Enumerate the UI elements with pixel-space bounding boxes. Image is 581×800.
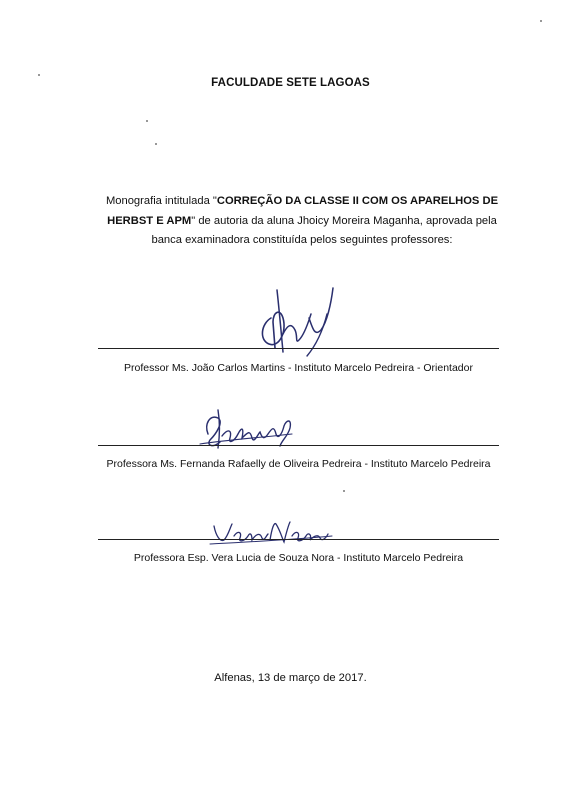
thesis-title: CORREÇÃO DA CLASSE II COM OS APARELHOS DE HERBST E APM	[107, 195, 499, 227]
approval-statement	[92, 192, 512, 251]
signature-line-3	[98, 539, 499, 540]
scan-speck	[155, 143, 157, 145]
examiner-caption-3: Professora Esp. Vera Lucia de Souza Nora - Instituto Marcelo Pedreira	[133, 552, 464, 564]
examiner-block-1	[98, 270, 499, 380]
signature-2	[196, 404, 306, 460]
scan-speck	[540, 20, 542, 22]
institution-title: FACULDADE SETE LAGOAS	[211, 77, 370, 89]
scan-speck	[38, 74, 40, 76]
signature-line-2	[98, 445, 499, 446]
examiner-block-2	[98, 396, 499, 486]
signature-line-1	[98, 348, 499, 349]
examiner-block-3	[98, 508, 499, 578]
place-date: Alfenas, 13 de março de 2017.	[214, 672, 367, 684]
statement-prefix: Monografia intitulada "	[105, 195, 217, 207]
examiner-caption-1: Professor Ms. João Carlos Martins - Instituto Marcelo Pedreira - Orientador	[124, 362, 473, 374]
scan-speck	[343, 490, 345, 492]
statement-suffix: " de autoria da aluna Jhoicy Moreira Maganha, aprovada pela banca examinadora constituída pelos seguintes professores:	[151, 214, 497, 246]
scan-speck	[146, 120, 148, 122]
signature-3	[208, 514, 338, 554]
signature-1	[243, 274, 363, 364]
examiner-caption-2: Professora Ms. Fernanda Rafaelly de Oliveira Pedreira - Instituto Marcelo Pedreira	[106, 458, 491, 470]
